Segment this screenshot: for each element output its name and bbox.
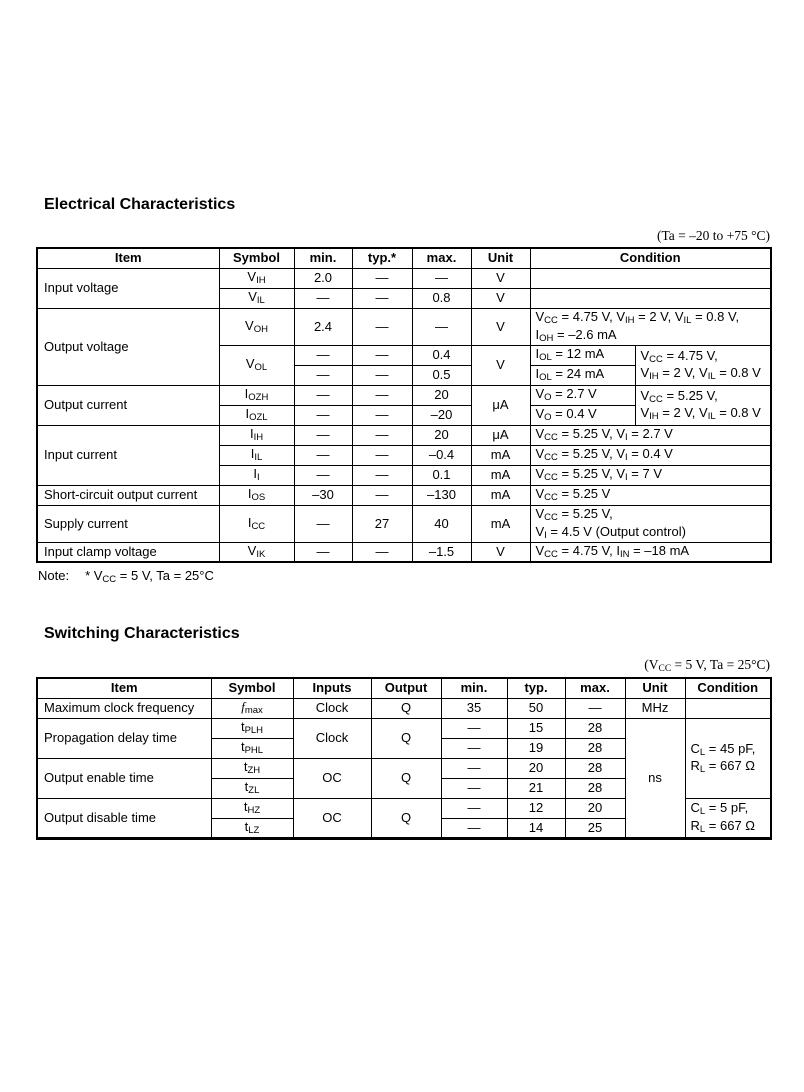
iozh-min: — (294, 385, 352, 405)
vol-unit: V (471, 345, 530, 385)
ii-unit: mA (471, 465, 530, 485)
output-current-condition-right: $V_{CC} = 5.25$ V, $V_{IH} = 2$ V, $V_{IL} = 0.8$ V (635, 385, 771, 425)
tplh-symbol: $t_{PLH}$ (211, 718, 293, 738)
electrical-temp-note: (Ta = –20 to +75 °C) (656, 228, 770, 243)
tzh-min: — (441, 758, 507, 778)
item-output-enable: Output enable time (37, 758, 211, 798)
tzl-max: 28 (565, 778, 625, 798)
switching-header-row (37, 678, 771, 698)
switching-unit-ns: ns (625, 718, 685, 838)
item-input-current: Input current (37, 425, 219, 485)
electrical-header-row (37, 248, 771, 268)
voh-unit: V (471, 308, 530, 345)
vil-condition-empty (530, 288, 771, 308)
elec-col-header-min: min. (294, 248, 352, 268)
item-input-voltage: Input voltage (37, 268, 219, 308)
tzl-symbol: $t_{ZL}$ (211, 778, 293, 798)
icc-min: — (294, 505, 352, 542)
iozl-max: –20 (412, 405, 471, 425)
icc-max: 40 (412, 505, 471, 542)
output-current-unit: μA (471, 385, 530, 425)
vol1-condition: $I_{OL} = 12$ mA (530, 345, 635, 365)
electrical-table (36, 247, 772, 563)
fmax-symbol: $f_{max}$ (211, 698, 293, 718)
thz-max: 20 (565, 798, 625, 818)
iozh-symbol: $I_{OZH}$ (219, 385, 294, 405)
vil-unit: V (471, 288, 530, 308)
iih-typ: — (352, 425, 412, 445)
ios-unit: mA (471, 485, 530, 505)
iozh-condition: $V_O = 2.7$ V (530, 385, 635, 405)
thz-min: — (441, 798, 507, 818)
row-icc (37, 505, 771, 542)
elec-col-header-symbol: Symbol (219, 248, 294, 268)
fmax-max: — (565, 698, 625, 718)
tplh-max: 28 (565, 718, 625, 738)
item-max-clock: Maximum clock frequency (37, 698, 211, 718)
voh-typ: — (352, 308, 412, 345)
iih-max: 20 (412, 425, 471, 445)
vil-min: — (294, 288, 352, 308)
ii-condition: $V_{CC} = 5.25$ V, $V_I = 7$ V (530, 465, 771, 485)
tzl-typ: 21 (507, 778, 565, 798)
footnote-text: * $V_{CC} = 5$ V, Ta = 25°C (85, 568, 214, 585)
sw-col-header-condition: Condition (685, 678, 771, 698)
disable-inputs: OC (293, 798, 371, 838)
tplh-typ: 15 (507, 718, 565, 738)
vol1-max: 0.4 (412, 345, 471, 365)
thz-symbol: $t_{HZ}$ (211, 798, 293, 818)
vil-symbol: $V_{IL}$ (219, 288, 294, 308)
iozh-typ: — (352, 385, 412, 405)
elec-col-header-typ: typ.* (352, 248, 412, 268)
vol-symbol: $V_{OL}$ (219, 345, 294, 385)
iih-condition: $V_{CC} = 5.25$ V, $V_I = 2.7$ V (530, 425, 771, 445)
thz-typ: 12 (507, 798, 565, 818)
switching-section-title: Switching Characteristics (44, 625, 240, 642)
iil-unit: mA (471, 445, 530, 465)
iil-max: –0.4 (412, 445, 471, 465)
vil-max: 0.8 (412, 288, 471, 308)
vih-min: 2.0 (294, 268, 352, 288)
footnote-label: Note: (38, 568, 70, 583)
sw-col-header-inputs: Inputs (293, 678, 371, 698)
vol1-min: — (294, 345, 352, 365)
row-iih (37, 425, 771, 445)
iil-symbol: $I_{IL}$ (219, 445, 294, 465)
icc-typ: 27 (352, 505, 412, 542)
elec-col-header-condition: Condition (530, 248, 771, 268)
elec-col-header-max: max. (412, 248, 471, 268)
prop-delay-output: Q (371, 718, 441, 758)
vik-max: –1.5 (412, 542, 471, 562)
vol1-typ: — (352, 345, 412, 365)
fmax-min: 35 (441, 698, 507, 718)
iozh-max: 20 (412, 385, 471, 405)
icc-condition: $V_{CC} = 5.25$ V, $V_I = 4.5$ V (Output control) (530, 505, 771, 542)
row-vik (37, 542, 771, 562)
iih-symbol: $I_{IH}$ (219, 425, 294, 445)
voh-max: — (412, 308, 471, 345)
switching-temp-note: ($V_{CC} = 5$ V, Ta = 25°C) (644, 657, 770, 674)
vol2-condition: $I_{OL} = 24$ mA (530, 365, 635, 385)
iozl-typ: — (352, 405, 412, 425)
item-output-disable: Output disable time (37, 798, 211, 838)
item-prop-delay: Propagation delay time (37, 718, 211, 758)
tzh-symbol: $t_{ZH}$ (211, 758, 293, 778)
ios-max: –130 (412, 485, 471, 505)
ii-min: — (294, 465, 352, 485)
iozl-symbol: $I_{OZL}$ (219, 405, 294, 425)
fmax-output: Q (371, 698, 441, 718)
iih-min: — (294, 425, 352, 445)
sw-col-header-output: Output (371, 678, 441, 698)
enable-output: Q (371, 758, 441, 798)
sw-col-header-unit: Unit (625, 678, 685, 698)
vih-typ: — (352, 268, 412, 288)
vol2-max: 0.5 (412, 365, 471, 385)
row-vih (37, 268, 771, 288)
electrical-footnote (38, 568, 770, 585)
elec-col-header-unit: Unit (471, 248, 530, 268)
iil-min: — (294, 445, 352, 465)
fmax-typ: 50 (507, 698, 565, 718)
vik-min: — (294, 542, 352, 562)
sw-col-header-symbol: Symbol (211, 678, 293, 698)
vol-condition-right: $V_{CC} = 4.75$ V, $V_{IH} = 2$ V, $V_{IL} = 0.8$ V (635, 345, 771, 385)
tphl-min: — (441, 738, 507, 758)
row-voh (37, 308, 771, 345)
ii-typ: — (352, 465, 412, 485)
sw-col-header-typ: typ. (507, 678, 565, 698)
condition-45pf: $C_L = 45$ pF, $R_L = 667$ Ω (685, 718, 771, 798)
disable-output: Q (371, 798, 441, 838)
iil-typ: — (352, 445, 412, 465)
vik-typ: — (352, 542, 412, 562)
icc-unit: mA (471, 505, 530, 542)
sw-col-header-item: Item (37, 678, 211, 698)
tlz-min: — (441, 818, 507, 838)
tphl-symbol: $t_{PHL}$ (211, 738, 293, 758)
tzh-max: 28 (565, 758, 625, 778)
vik-symbol: $V_{IK}$ (219, 542, 294, 562)
iozl-min: — (294, 405, 352, 425)
vih-symbol: $V_{IH}$ (219, 268, 294, 288)
voh-symbol: $V_{OH}$ (219, 308, 294, 345)
item-output-voltage: Output voltage (37, 308, 219, 385)
sw-col-header-max: max. (565, 678, 625, 698)
row-tplh (37, 718, 771, 738)
voh-condition: $V_{CC} = 4.75$ V, $V_{IH} = 2$ V, $V_{IL} = 0.8$ V, $I_{OH} = -2.6$ mA (530, 308, 771, 345)
elec-col-header-item: Item (37, 248, 219, 268)
ios-condition: $V_{CC} = 5.25$ V (530, 485, 771, 505)
tphl-typ: 19 (507, 738, 565, 758)
row-iozh (37, 385, 771, 405)
fmax-inputs: Clock (293, 698, 371, 718)
condition-5pf: $C_L = 5$ pF, $R_L = 667$ Ω (685, 798, 771, 838)
tplh-min: — (441, 718, 507, 738)
row-fmax (37, 698, 771, 718)
vik-condition: $V_{CC} = 4.75$ V, $I_{IN} = -18$ mA (530, 542, 771, 562)
fmax-condition-empty (685, 698, 771, 718)
icc-symbol: $I_{CC}$ (219, 505, 294, 542)
ios-symbol: $I_{OS}$ (219, 485, 294, 505)
enable-inputs: OC (293, 758, 371, 798)
tlz-max: 25 (565, 818, 625, 838)
vol2-min: — (294, 365, 352, 385)
vih-unit: V (471, 268, 530, 288)
prop-delay-inputs: Clock (293, 718, 371, 758)
iil-condition: $V_{CC} = 5.25$ V, $V_I = 0.4$ V (530, 445, 771, 465)
vih-max: — (412, 268, 471, 288)
sw-col-header-min: min. (441, 678, 507, 698)
tlz-symbol: $t_{LZ}$ (211, 818, 293, 838)
row-ios (37, 485, 771, 505)
item-short-circuit: Short-circuit output current (37, 485, 219, 505)
vik-unit: V (471, 542, 530, 562)
voh-min: 2.4 (294, 308, 352, 345)
item-input-clamp: Input clamp voltage (37, 542, 219, 562)
ii-symbol: $I_I$ (219, 465, 294, 485)
vil-typ: — (352, 288, 412, 308)
vol2-typ: — (352, 365, 412, 385)
electrical-section-title: Electrical Characteristics (44, 196, 236, 213)
item-supply-current: Supply current (37, 505, 219, 542)
iozl-condition: $V_O = 0.4$ V (530, 405, 635, 425)
tzl-min: — (441, 778, 507, 798)
vih-condition-empty (530, 268, 771, 288)
item-output-current: Output current (37, 385, 219, 425)
tzh-typ: 20 (507, 758, 565, 778)
ios-typ: — (352, 485, 412, 505)
tlz-typ: 14 (507, 818, 565, 838)
ii-max: 0.1 (412, 465, 471, 485)
iih-unit: μA (471, 425, 530, 445)
tphl-max: 28 (565, 738, 625, 758)
switching-table (36, 677, 772, 840)
ios-min: –30 (294, 485, 352, 505)
fmax-unit: MHz (625, 698, 685, 718)
